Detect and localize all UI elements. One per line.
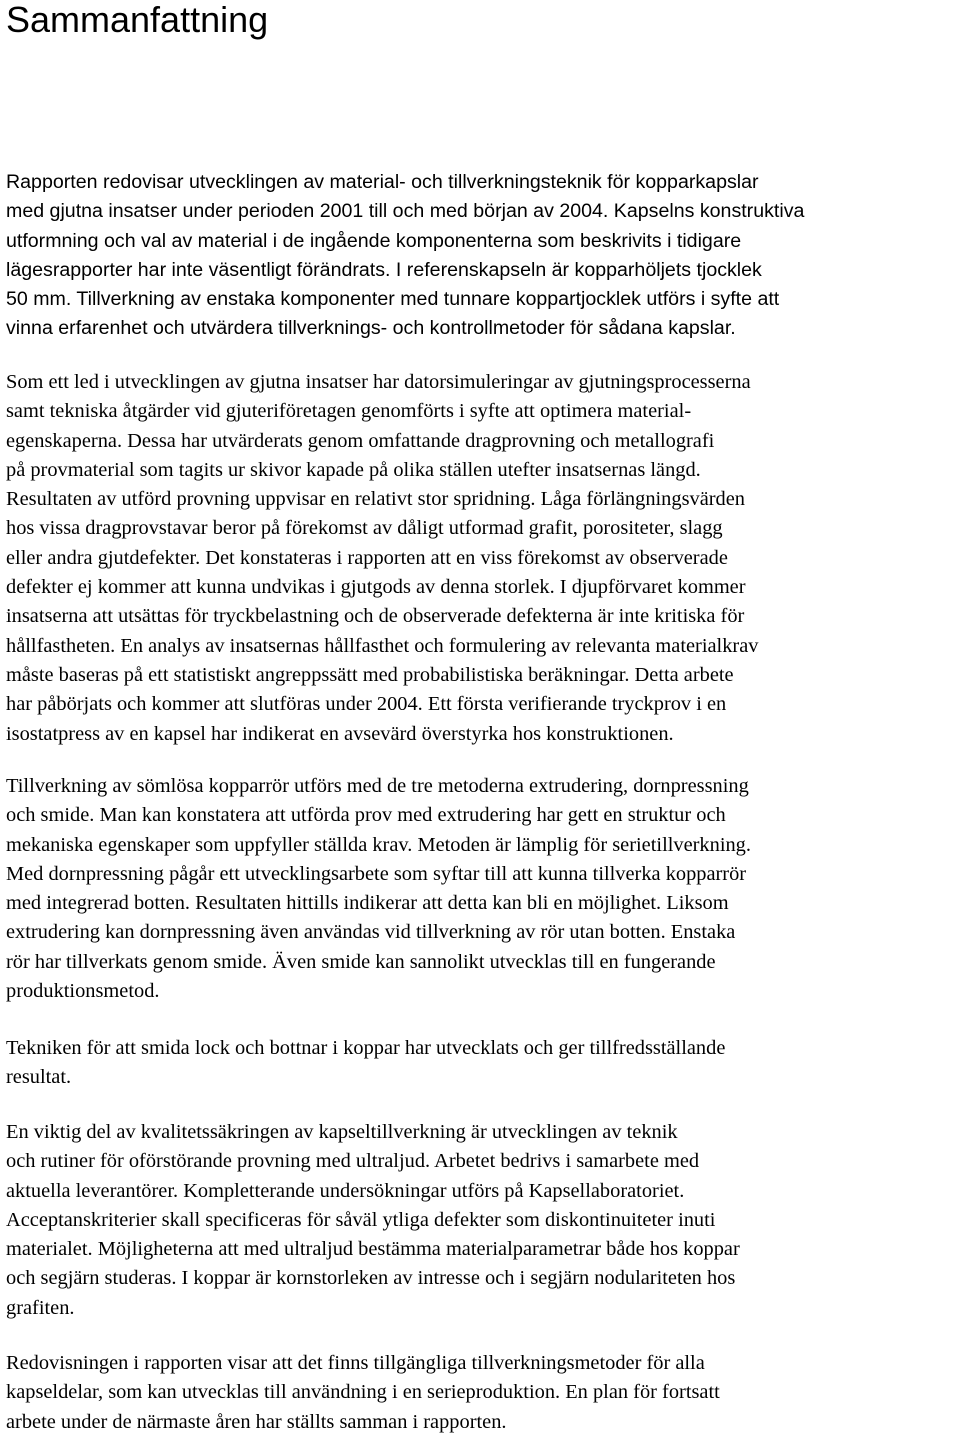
text-segment: Som ett led i utvecklingen av gjutna insatser har datorsimuleringar av gjutningsprocesserna — [6, 371, 751, 393]
text-segment: defekter ej kommer att kunna undvikas i gjutgods av denna storlek. I djupförvaret kommer — [6, 576, 746, 599]
text-segment: egenskaperna. Dessa har utvärderats genom omfattande dragprovning och metallografi — [6, 429, 715, 452]
text-line — [6, 1349, 954, 1378]
text-segment: mekaniska egenskaper som uppfyller ställda krav. Metoden är lämplig för serietillverkning. — [6, 833, 751, 856]
text-segment: resultat. — [6, 1066, 72, 1089]
text-segment: Acceptanskriterier skall specificeras för såväl ytliga defekter som diskontinuiteter inuti — [6, 1208, 716, 1231]
text-line — [6, 314, 954, 343]
text-line — [6, 256, 954, 285]
text-segment: extrudering kan dornpressning även användas vid tillverkning av rör utan botten. Enstaka — [6, 921, 736, 944]
text-line — [6, 573, 954, 602]
text-line — [6, 801, 954, 830]
text-line — [6, 772, 954, 801]
paragraph — [6, 1349, 954, 1437]
text-segment: grafiten. — [6, 1296, 75, 1319]
text-line — [6, 1118, 954, 1147]
text-segment: samt tekniska åtgärder vid gjuteriföretagen genomförts i syfte att optimera material- — [6, 400, 692, 423]
text-segment: med integrerad botten. Resultaten hittills indikerar att detta kan bli en möjlighet. Liksom — [6, 892, 729, 915]
text-segment: arbete under de närmaste åren har ställts samman i rapporten. — [6, 1410, 507, 1433]
text-segment: på provmaterial som tagits ur skivor kapade på olika ställen utefter insatsernas längd. — [6, 458, 701, 481]
text-segment: och rutiner för oförstörande provning med ultraljud. Arbetet bedrivs i samarbete med — [6, 1150, 700, 1173]
text-line — [6, 1177, 954, 1206]
text-line — [6, 720, 954, 749]
text-line — [6, 1206, 954, 1235]
text-line — [6, 1235, 954, 1264]
text-segment: och smide. Man kan konstatera att utförda prov med extrudering har gett en struktur och — [6, 804, 726, 827]
paragraph — [6, 368, 954, 749]
text-segment: En viktig del av kvalitetssäkringen av kapseltillverkning är utvecklingen av teknik — [6, 1121, 678, 1143]
text-line — [6, 544, 954, 573]
text-segment: Redovisningen i rapporten visar att det finns tillgängliga tillverkningsmetoder för alla — [6, 1352, 705, 1374]
text-segment: aktuella leverantörer. Kompletterande undersökningar utförs på Kapsellaboratoriet. — [6, 1179, 685, 1202]
text-segment: har påbörjats och kommer att slutföras under 2004. Ett första verifierande tryckprov i en — [6, 693, 727, 716]
text-line — [6, 1063, 954, 1092]
text-line — [6, 1408, 954, 1437]
page-title: Sammanfattning — [6, 0, 269, 40]
paragraph — [6, 168, 954, 344]
text-segment: hos vissa dragprovstavar beror på förekomst av dåligt utformad grafit, porositeter, slagg — [6, 517, 723, 540]
text-line — [6, 602, 954, 631]
paragraph — [6, 1034, 954, 1093]
text-line — [6, 948, 954, 977]
text-segment: lägesrapporter har inte väsentligt förändrats. I referenskapseln är kopparhöljets tjocklek — [6, 258, 762, 281]
text-segment: materialet. Möjligheterna att med ultraljud bestämma materialparametrar både hos koppar — [6, 1238, 740, 1261]
text-line — [6, 1378, 954, 1407]
text-line — [6, 485, 954, 514]
text-line — [6, 977, 954, 1006]
text-line — [6, 285, 954, 314]
text-segment: hållfastheten. En analys av insatsernas hållfasthet och formulering av relevanta materialkrav — [6, 634, 759, 657]
paragraph — [6, 772, 954, 1006]
text-segment: måste baseras på ett statistiskt angreppssätt med probabilistiska beräkningar. Detta arbete — [6, 663, 734, 686]
text-line — [6, 427, 954, 456]
text-segment: eller andra gjutdefekter. Det konstateras i rapporten att en viss förekomst av observerade — [6, 546, 728, 569]
text-segment: med gjutna insatser under perioden 2001 till och med början av 2004. Kapselns konstruktiva — [6, 200, 805, 223]
text-segment: kapseldelar, som kan utvecklas till användning i en serieproduktion. En plan för fortsatt — [6, 1381, 720, 1404]
text-line — [6, 197, 954, 226]
text-segment: Med dornpressning pågår ett utvecklingsarbete som syftar till att kunna tillverka kopparrör — [6, 862, 747, 885]
text-segment: insatserna att utsättas för tryckbelastning och de observerade defekterna är inte kritiska för — [6, 605, 745, 628]
text-segment: 50 mm. Tillverkning av enstaka komponenter med tunnare koppartjocklek utförs i syfte att — [6, 288, 780, 311]
text-line — [6, 456, 954, 485]
text-line — [6, 661, 954, 690]
text-segment: Tillverkning av sömlösa kopparrör utförs med de tre metoderna extrudering, dornpressning — [6, 775, 749, 797]
text-segment: vinna erfarenhet och utvärdera tillverknings- och kontrollmetoder för sådana kapslar. — [6, 317, 736, 340]
text-segment: och segjärn studeras. I koppar är kornstorleken av intresse och i segjärn nodulariteten hos — [6, 1267, 736, 1290]
text-line — [6, 1034, 954, 1063]
text-segment: rör har tillverkats genom smide. Även smide kan sannolikt utvecklas till en fungerande — [6, 950, 716, 973]
text-line — [6, 227, 954, 256]
text-line — [6, 690, 954, 719]
text-segment: utformning och val av material i de ingående komponenterna som beskrivits i tidigare — [6, 229, 742, 252]
text-line — [6, 397, 954, 426]
text-line — [6, 889, 954, 918]
text-line — [6, 860, 954, 889]
text-line — [6, 632, 954, 661]
text-segment: Rapporten redovisar utvecklingen av material- och tillverkningsteknik för kopparkapslar — [6, 171, 759, 193]
text-segment: produktionsmetod. — [6, 980, 160, 1003]
text-line — [6, 168, 954, 197]
text-line — [6, 831, 954, 860]
text-line — [6, 514, 954, 543]
text-segment: Resultaten av utförd provning uppvisar en relativt stor spridning. Låga förlängningsvärden — [6, 488, 745, 511]
text-line — [6, 368, 954, 397]
text-line — [6, 1147, 954, 1176]
text-segment: isostatpress av en kapsel har indikerat en avsevärd överstyrka hos konstruktionen. — [6, 722, 674, 745]
text-line — [6, 918, 954, 947]
text-line — [6, 1264, 954, 1293]
paragraph — [6, 1118, 954, 1323]
text-segment: Tekniken för att smida lock och bottnar i koppar har utvecklats och ger tillfredsställande — [6, 1037, 726, 1059]
text-line — [6, 1294, 954, 1323]
